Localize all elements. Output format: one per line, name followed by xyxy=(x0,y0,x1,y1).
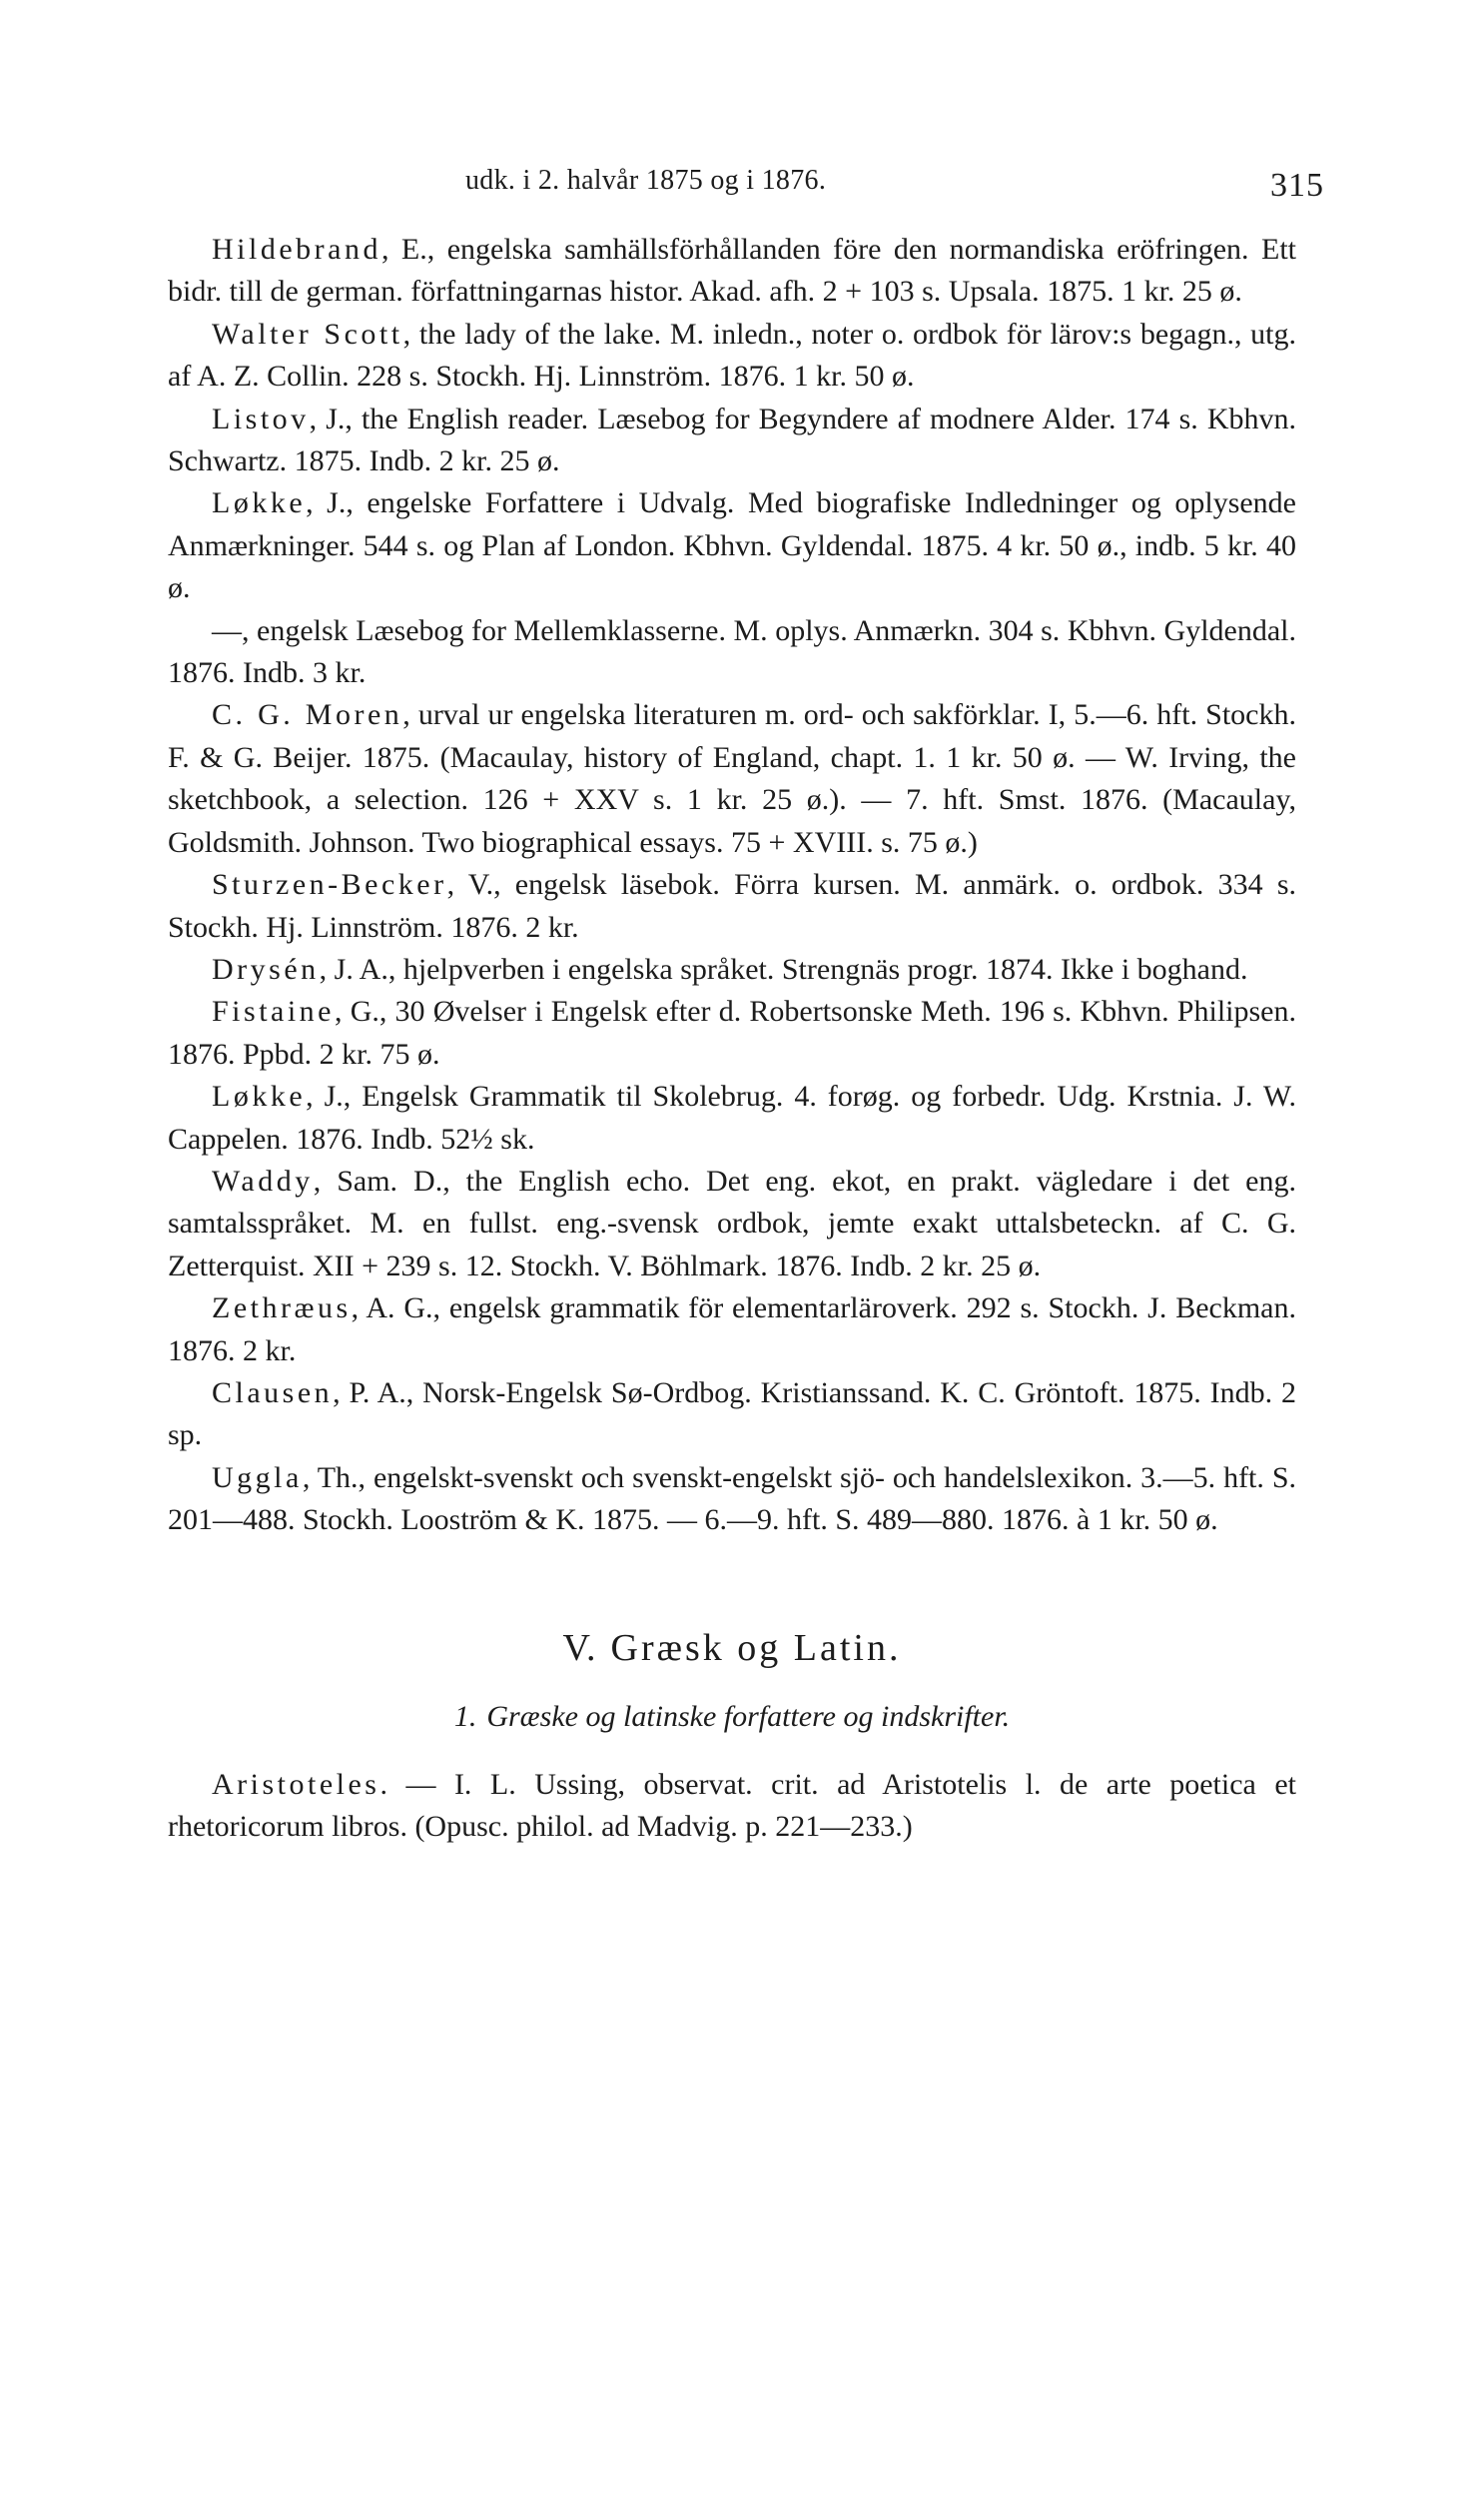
entry-text: , P. A., Norsk-Engelsk Sø-Ordbog. Kristianssand. K. C. Gröntoft. 1875. Indb. 2 sp. xyxy=(168,1375,1296,1452)
bibliography-entry xyxy=(168,314,1296,399)
subsection-number: 1. xyxy=(453,1699,477,1733)
entry-author: Hildebrand xyxy=(212,233,381,266)
entry-author: Aristoteles xyxy=(212,1767,380,1801)
subsection-title: Græske og latinske forfattere og indskrifter. xyxy=(486,1699,1011,1733)
entry-author: Waddy xyxy=(212,1164,314,1198)
entry-text: . — I. L. Ussing, observat. crit. ad Aristotelis l. de arte poetica et rhetoricorum libros. (Opusc. philol. ad Madvig. p. 221—233.) xyxy=(168,1767,1296,1843)
entry-author: Uggla xyxy=(212,1460,303,1494)
bibliography-entry xyxy=(168,1161,1296,1287)
entry-text: , J., engelske Forfattere i Udvalg. Med biografiske Indledninger og oplysende Anmærkninger. 544 s. og Plan af London. Kbhvn. Gyldendal. 1875. 4 kr. 50 ø., indb. 5 kr. 40 ø. xyxy=(168,486,1296,605)
entry-author: Løkke xyxy=(212,1080,307,1114)
entry-text: , E., engelska samhällsförhållanden före den normandiska eröfringen. Ett bidr. till de german. författningarnas histor. Akad. afh. 2 + 103 s. Upsala. 1875. 1 kr. 25 ø. xyxy=(168,233,1296,309)
entry-author: Løkke xyxy=(212,486,307,520)
entry-text: , J., the English reader. Læsebog for Begyndere af modnere Alder. 174 s. Kbhvn. Schwartz. 1875. Indb. 2 kr. 25 ø. xyxy=(168,402,1296,478)
bibliography-entry xyxy=(168,229,1296,314)
bibliography-entry xyxy=(168,610,1296,695)
entry-text: , V., engelsk läsebok. Förra kursen. M. anmärk. o. ordbok. 334 s. Stockh. Hj. Linnström. 1876. 2 kr. xyxy=(168,868,1296,944)
bibliography-entry xyxy=(168,482,1296,609)
entry-text: , A. G., engelsk grammatik för elementarläroverk. 292 s. Stockh. J. Beckman. 1876. 2 kr. xyxy=(168,1291,1296,1367)
entry-author: Sturzen-Becker xyxy=(212,868,447,902)
running-title: udk. i 2. halvår 1875 og i 1876. xyxy=(465,165,827,196)
entry-text: , J. A., hjelpverben i engelska språket. Strengnäs progr. 1874. Ikke i boghand. xyxy=(319,952,1248,986)
page-header xyxy=(168,165,1324,205)
entry-author: Clausen xyxy=(212,1375,334,1409)
entry-text: , Th., engelskt-svenskt och svenskt-engelskt sjö- och handelslexikon. 3.—5. hft. S. 201—488. Stockh. Looström & K. 1875. — 6.—9. hft. S. 489—880. 1876. à 1 kr. 50 ø. xyxy=(168,1460,1296,1537)
bibliography-entry xyxy=(168,1764,1296,1849)
entry-text: , G., 30 Øvelser i Engelsk efter d. Robertsonske Meth. 196 s. Kbhvn. Philipsen. 1876. Ppbd. 2 kr. 75 ø. xyxy=(168,995,1296,1071)
bibliography-entry xyxy=(168,949,1296,991)
section-number: V. xyxy=(562,1626,597,1669)
page-number: 315 xyxy=(1270,167,1324,204)
entry-text: , J., Engelsk Grammatik til Skolebrug. 4. forøg. og forbedr. Udg. Krstnia. J. W. Cappelen. 1876. Indb. 52½ sk. xyxy=(168,1080,1296,1156)
section-heading xyxy=(168,1626,1296,1670)
entry-text: , urval ur engelska literaturen m. ord- och sakförklar. I, 5.—6. hft. Stockh. F. & G. Beijer. 1875. (Macaulay, history of England, chapt. 1. 1 kr. 50 ø. — W. Irving, the sketchbook, a selection. 126 + XXV s. 1 kr. 25 ø.). — 7. hft. Smst. 1876. (Macaulay, Goldsmith. Johnson. Two biographical essays. 75 + XVIII. s. 75 ø.) xyxy=(168,698,1296,859)
bibliography-entry xyxy=(168,864,1296,949)
book-page xyxy=(168,165,1324,1848)
bibliography-entry xyxy=(168,399,1296,483)
entry-author: Walter Scott xyxy=(212,317,403,351)
section-title: Græsk og Latin. xyxy=(610,1626,902,1669)
bibliography-entry xyxy=(168,1076,1296,1161)
bibliography-entry xyxy=(168,694,1296,864)
entry-author: C. G. Moren xyxy=(212,698,403,732)
entry-author: Fistaine xyxy=(212,995,335,1029)
entry-author: Zethræus xyxy=(212,1291,352,1325)
entry-text: , Sam. D., the English echo. Det eng. ekot, en prakt. vägledare i det eng. samtalsspråket. M. en fullst. eng.-svensk ordbok, jemte exakt uttalsbeteckn. af C. G. Zetterquist. XII + 239 s. 12. Stockh. V. Böhlmark. 1876. Indb. 2 kr. 25 ø. xyxy=(168,1164,1296,1282)
bibliography-entries xyxy=(168,229,1296,1542)
bibliography-entries-latin xyxy=(168,1764,1296,1849)
entry-text: —, engelsk Læsebog for Mellemklasserne. M. oplys. Anmærkn. 304 s. Kbhvn. Gyldendal. 1876. Indb. 3 kr. xyxy=(168,613,1296,690)
bibliography-entry xyxy=(168,1287,1296,1372)
bibliography-entry xyxy=(168,1457,1296,1542)
entry-text: , the lady of the lake. M. inledn., noter o. ordbok för lärov:s begagn., utg. af A. Z. Collin. 228 s. Stockh. Hj. Linnström. 1876. 1 kr. 50 ø. xyxy=(168,317,1297,394)
entry-author: Drysén xyxy=(212,952,320,986)
subsection-heading xyxy=(168,1700,1296,1734)
entry-author: Listov xyxy=(212,402,310,435)
bibliography-entry xyxy=(168,991,1296,1076)
bibliography-entry xyxy=(168,1372,1296,1457)
